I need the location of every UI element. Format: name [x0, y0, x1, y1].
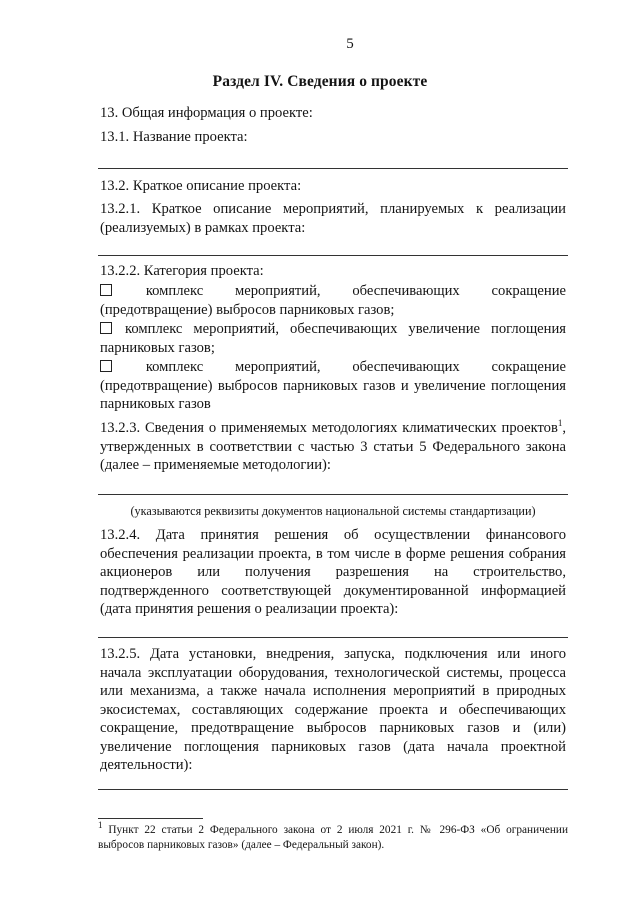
footnote-reference: 1: [557, 418, 563, 429]
item-13-2-3: [100, 419, 566, 475]
footnote-mark: 1: [98, 820, 103, 831]
item-13-2-5: 13.2.5. Дата установки, внедрения, запуска, подключения или иного начала эксплуатации оборудования, технологической системы, процесса или механизма, а также начала исполнения мероприятий в природных экосистемах, составляющих содержание проекта и обеспечивающих сокращение, предотвращение выбросов парниковых газов и (или) увеличение поглощения парниковых газов (дата начала проектной деятельности):: [100, 646, 566, 773]
category-option-2[interactable]: [100, 320, 566, 357]
item-13-2-3-text-b: , утвержденных в соответствии с частью 3 статьи 5 Федерального закона (далее – применяемые методологии):: [100, 420, 566, 473]
answer-line-13-2-1: [98, 255, 568, 256]
page-number: 5: [346, 36, 354, 52]
answer-line-13-2-4: [98, 637, 568, 638]
item-13-2-3-text-a: 13.2.3. Сведения о применяемых методологиях климатических проектов: [100, 420, 558, 436]
item-13-1: 13.1. Название проекта:: [100, 129, 248, 145]
answer-line-13-2-3: [98, 494, 568, 495]
category-option-1[interactable]: [100, 282, 566, 319]
footnote: [98, 820, 568, 853]
item-13: 13. Общая информация о проекте:: [100, 105, 313, 121]
answer-line-13-1: [98, 168, 568, 169]
item-13-2-2: 13.2.2. Категория проекта:: [100, 263, 264, 279]
footnote-separator: [98, 818, 203, 819]
category-option-3[interactable]: [100, 358, 566, 414]
category-option-1-label: комплекс мероприятий, обеспечивающих сокращение (предотвращение) выбросов парниковых газов;: [100, 283, 566, 318]
item-13-2-4: 13.2.4. Дата принятия решения об осуществлении финансового обеспечения реализации проекта, в том числе в форме решения собрания акционеров или получения разрешения на строительство, подтвержденного соответствующей документированной информацией (дата принятия решения о реализации проекта):: [100, 527, 566, 617]
item-13-2-1: 13.2.1. Краткое описание мероприятий, планируемых к реализации (реализуемых) в рамках проекта:: [100, 201, 566, 236]
hint-13-2-3: (указываются реквизиты документов национальной системы стандартизации): [130, 504, 536, 518]
category-option-3-label: комплекс мероприятий, обеспечивающих сокращение (предотвращение) выбросов парниковых газов и увеличение поглощения парниковых газов: [100, 359, 566, 412]
checkbox-icon[interactable]: [100, 322, 112, 334]
item-13-2: 13.2. Краткое описание проекта:: [100, 178, 302, 194]
footnote-text: Пункт 22 статьи 2 Федерального закона от 2 июля 2021 г. № 296-ФЗ «Об ограничении выбросов парниковых газов» (далее – Федеральный закон).: [98, 824, 568, 851]
checkbox-icon[interactable]: [100, 284, 112, 296]
answer-line-13-2-5: [98, 789, 568, 790]
checkbox-icon[interactable]: [100, 360, 112, 372]
category-option-2-label: комплекс мероприятий, обеспечивающих увеличение поглощения парниковых газов;: [100, 321, 566, 356]
section-title: Раздел IV. Сведения о проекте: [212, 73, 428, 90]
